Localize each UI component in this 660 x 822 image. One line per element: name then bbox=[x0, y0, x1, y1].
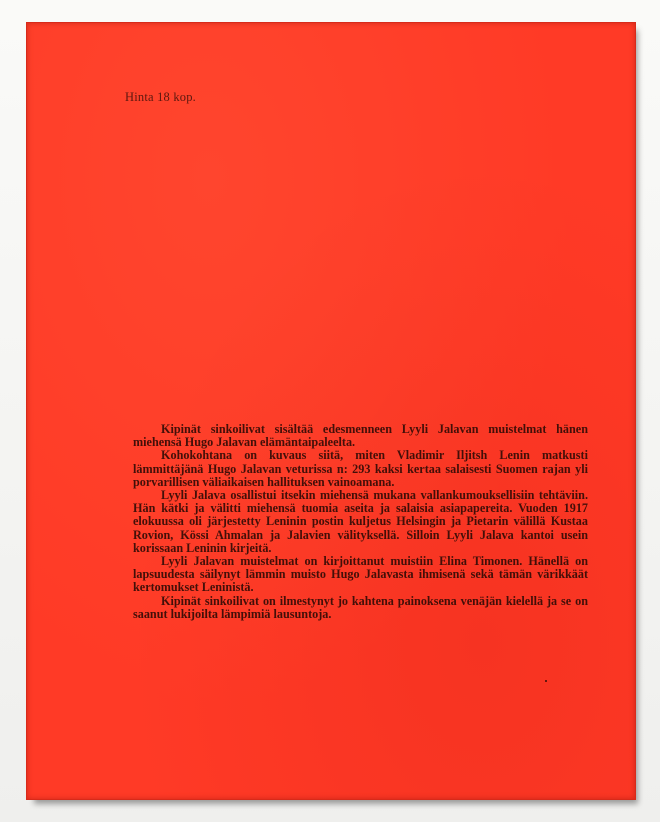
blurb-paragraph: Kipinät sinkoilivat sisältää edesmenneen Lyyli Jalavan muistelmat hänen miehensä Hugo Jalavan elämäntaipaleelta. bbox=[133, 422, 588, 450]
blurb-paragraph: Lyyli Jalava osallistui itsekin miehensä mukana vallankumouksellisiin tehtäviin. Hän kätki ja välitti miehensä tuomia aseita ja salaisia asiapapereita. Vuoden 1917 elokuussa oli järjestetty Leninin postin kuljetus Helsingin ja Pietarin välillä Kustaa Rovion, Kössi Ahmalan ja Jalavien välityksellä. Silloin Lyyli Jalava kantoi usein korissaan Leninin kirjeitä. bbox=[133, 488, 588, 555]
blurb-paragraph: Kipinät sinkoilivat on ilmestynyt jo kahtena painoksena venäjän kielellä ja se on saanut lukijoilta lämpimiä lausuntoja. bbox=[133, 593, 588, 621]
book-back-cover bbox=[26, 22, 636, 800]
print-speck bbox=[545, 680, 547, 682]
blurb-paragraph: Kohokohtana on kuvaus siitä, miten Vladimir Iljitsh Lenin matkusti lämmittäjänä Hugo Jalavan veturissa n: 293 kaksi kertaa salaisesti Suomen rajan yli porvarillisen väliaikaisen hallituksen vainoamana. bbox=[133, 448, 588, 489]
price-label: Hinta 18 kop. bbox=[125, 90, 196, 104]
blurb-paragraph: Lyyli Jalavan muistelmat on kirjoittanut muistiin Elina Timonen. Hänellä on lapsuudesta säilynyt lämmin muisto Hugo Jalavasta ihmisenä sekä tämän värikkäät kertomukset Leninistä. bbox=[133, 554, 588, 595]
blurb-text bbox=[133, 423, 588, 621]
